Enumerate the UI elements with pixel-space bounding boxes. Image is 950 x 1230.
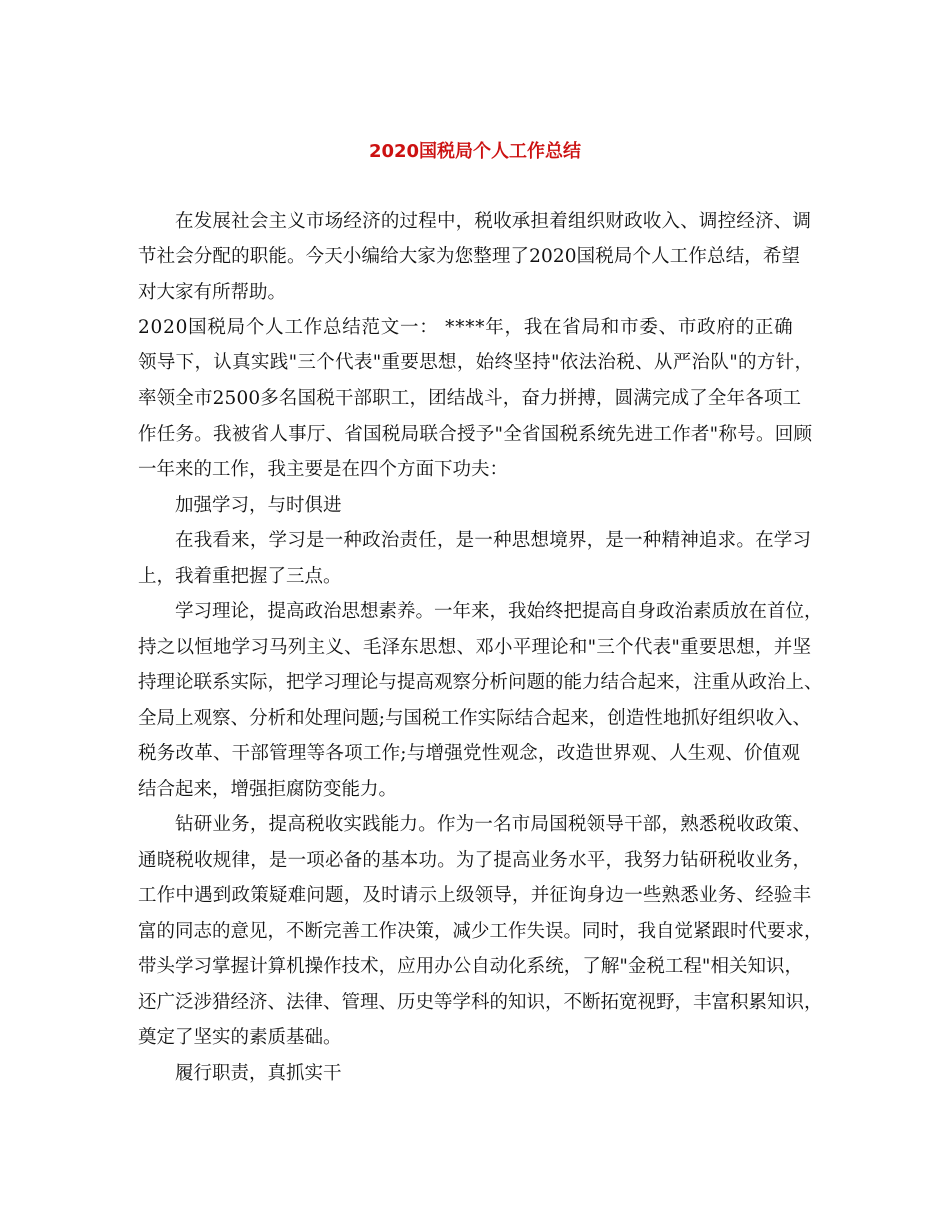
paragraph-line: 结合起来，增强拒腐防变能力。 — [138, 779, 398, 800]
paragraph-line: 在我看来，学习是一种政治责任，是一种思想境界，是一种精神追求。在学习 — [175, 530, 812, 551]
paragraph-line: 钻研业务，提高税收实践能力。作为一名市局国税领导干部，熟悉税收政策、 — [175, 814, 812, 835]
paragraph-line: 还广泛涉猎经济、法律、管理、历史等学科的知识，不断拓宽视野，丰富积累知识， — [138, 992, 823, 1013]
paragraph-line: 持理论联系实际，把学习理论与提高观察分析问题的能力结合起来，注重从政治上、 — [138, 672, 823, 693]
paragraph-line: 税务改革、干部管理等各项工作;与增强党性观念，改造世界观、人生观、价值观 — [138, 743, 801, 764]
paragraph-line: 带头学习掌握计算机操作技术，应用办公自动化系统，了解"金税工程"相关知识， — [138, 956, 804, 977]
paragraph-line: 对大家有所帮助。 — [138, 282, 287, 303]
document-title: 2020国税局个人工作总结 — [368, 141, 582, 162]
paragraph-line: 通晓税收规律，是一项必备的基本功。为了提高业务水平，我努力钻研税收业务， — [138, 850, 812, 871]
paragraph-line: 节社会分配的职能。今天小编给大家为您整理了2020国税局个人工作总结，希望 — [138, 246, 801, 267]
paragraph-line: 学习理论，提高政治思想素养。一年来，我始终把提高自身政治素质放在首位， — [175, 601, 823, 622]
paragraph-line: 上，我着重把握了三点。 — [138, 566, 342, 587]
paragraph-line: 在发展社会主义市场经济的过程中，税收承担着组织财政收入、调控经济、调 — [175, 211, 812, 232]
paragraph-line: 奠定了坚实的素质基础。 — [138, 1027, 342, 1048]
paragraph-line: 作任务。我被省人事厅、省国税局联合授予"全省国税系统先进工作者"称号。回顾 — [138, 424, 813, 445]
paragraph-line: 富的同志的意见，不断完善工作决策，减少工作失误。同时，我自觉紧跟时代要求， — [138, 921, 823, 942]
paragraph-line: 全局上观察、分析和处理问题;与国税工作实际结合起来，创造性地抓好组织收入、 — [138, 708, 812, 729]
paragraph-line: 工作中遇到政策疑难问题，及时请示上级领导，并征询身边一些熟悉业务、经验丰 — [138, 885, 812, 906]
paragraph-line: 领导下，认真实践"三个代表"重要思想，始终坚持"依法治税、从严治队"的方针， — [138, 352, 814, 373]
section-heading: 加强学习，与时俱进 — [175, 495, 342, 516]
paragraph-line: 2020国税局个人工作总结范文一： ****年，我在省局和市委、市政府的正确 — [138, 317, 794, 338]
section-heading: 履行职责，真抓实干 — [175, 1063, 342, 1084]
paragraph-line: 率领全市2500多名国税干部职工，团结战斗，奋力拼搏，圆满完成了全年各项工 — [138, 388, 802, 409]
paragraph-line: 一年来的工作，我主要是在四个方面下功夫： — [138, 459, 509, 480]
paragraph-line: 持之以恒地学习马列主义、毛泽东思想、邓小平理论和"三个代表"重要思想，并坚 — [138, 637, 812, 658]
